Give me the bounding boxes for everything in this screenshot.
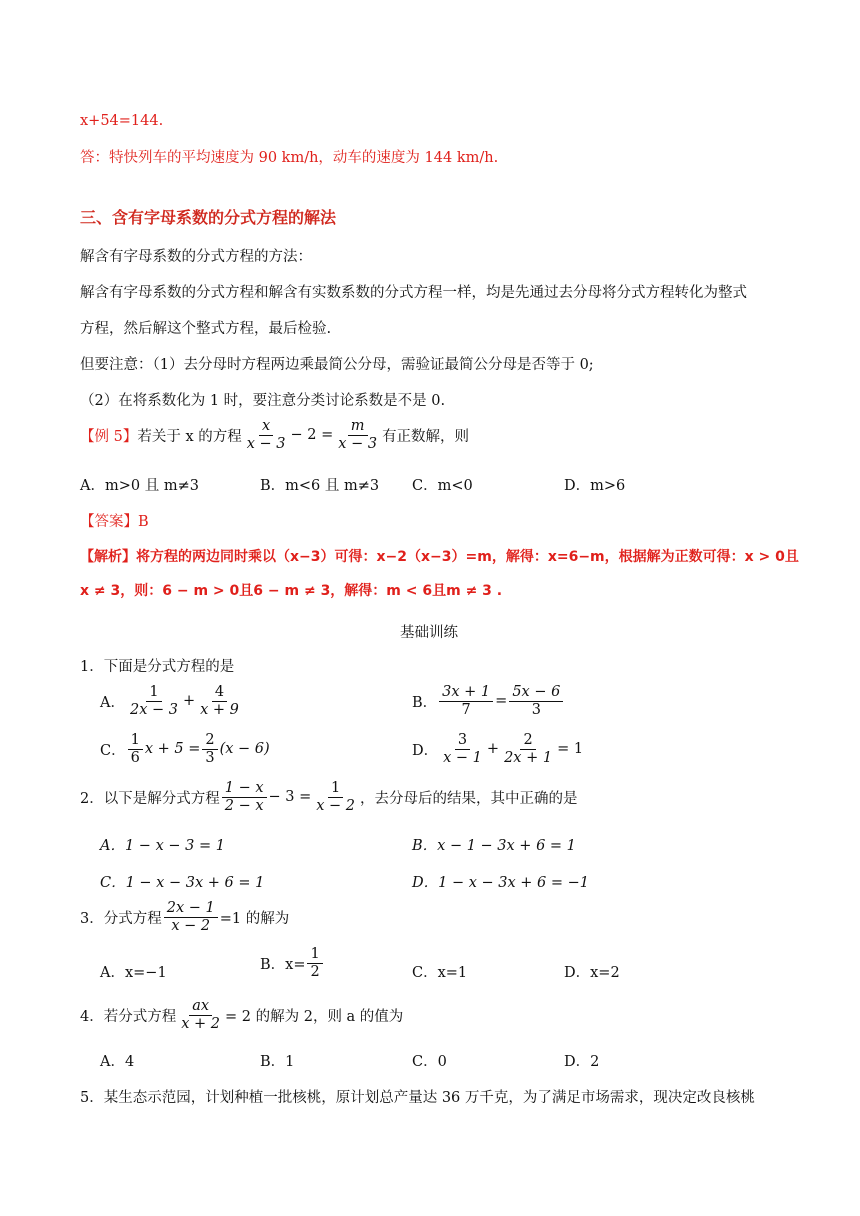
question-stem: 1．下面是分式方程的是 (80, 659, 235, 675)
paragraph: （2）在将系数化为 1 时，要注意分类讨论系数是不是 0. (80, 393, 446, 409)
solution-line: x+54=144. (80, 113, 164, 129)
option-d: D．x=2 (564, 965, 620, 981)
paragraph: 解含有字母系数的分式方程的方法： (80, 249, 312, 265)
option-b: B．1 (260, 1054, 295, 1070)
option-b: B．m<6 且 m≠3 (260, 478, 380, 494)
option-b: B．x= $\frac{1}{2}$ (260, 946, 325, 980)
training-title: 基础训练 (400, 625, 458, 641)
section-title: 三、含有字母系数的分式方程的解法 (80, 208, 337, 227)
question-stem: 3．分式方程 $\frac{2x - 1}{x - 2}$ =1 的解为 (80, 900, 290, 934)
paragraph: 但要注意：（1）去分母时方程两边乘最简公分母，需验证最简公分母是否等于 0; (80, 357, 594, 373)
solution-answer: 答：特快列车的平均速度为 90 km/h，动车的速度为 144 km/h. (80, 150, 499, 166)
question-stem: 2．以下是解分式方程 $\frac{1 - x}{2 - x}$ − 3 = $\frac{1}{x - 2}$ ，去分母后的结果，其中正确的是 (80, 780, 578, 814)
analysis-line: x ≠ 3，则：6 − m > 0且6 − m ≠ 3，解得：m < 6且m ≠ 3 . (80, 583, 503, 599)
option-c: C．1 − x − 3x + 6 = 1 (100, 875, 265, 891)
option-c: C．m<0 (412, 478, 473, 494)
analysis-line: 【解析】将方程的两边同时乘以（x−3）可得：x−2（x−3）=m，解得：x=6−m，根据解为正数可得：x > 0且 (80, 549, 799, 565)
option-a: A． $\frac{1}{2x - 3}$ + $\frac{4}{x + 9}$ (100, 684, 239, 718)
option-d: D．2 (564, 1054, 600, 1070)
example-stem: 【例 5】 若关于 x 的方程 $\frac{x}{x - 3}$ − 2 = $\frac{m}{x - 3}$ 有正数解，则 (80, 418, 470, 452)
fraction: $\frac{m}{x - 3}$ (338, 418, 378, 452)
option-d: D． $\frac{3}{x - 1}$ + $\frac{2}{2x + 1}$ = 1 (412, 732, 584, 766)
option-d: D．m>6 (564, 478, 626, 494)
question-stem: 5．某生态示范园，计划种植一批核桃，原计划总产量达 36 万千克，为了满足市场需求，现决定改良核桃 (80, 1090, 755, 1106)
option-d: D．1 − x − 3x + 6 = −1 (412, 875, 590, 891)
option-a: A．x=−1 (100, 965, 167, 981)
option-c: C．0 (412, 1054, 447, 1070)
example-tag: 【例 5】 (80, 428, 138, 445)
option-c: C． $\frac{1}{6}$ x + 5 = $\frac{2}{3}$ (x − 6) (100, 732, 270, 766)
option-a: A．4 (100, 1054, 135, 1070)
paragraph: 方程，然后解这个整式方程，最后检验. (80, 321, 332, 337)
question-stem: 4．若分式方程 $\frac{ax}{x + 2}$ = 2 的解为 2，则 a 的值为 (80, 998, 404, 1032)
fraction: $\frac{x}{x - 3}$ (246, 418, 286, 452)
option-c: C．x=1 (412, 965, 468, 981)
option-b: B．x − 1 − 3x + 6 = 1 (412, 838, 576, 854)
option-b: B． $\frac{3x + 1}{7}$ = $\frac{5x - 6}{3}$ (412, 684, 565, 718)
option-a: A．1 − x − 3 = 1 (100, 838, 225, 854)
answer: 【答案】B (80, 514, 149, 530)
option-a: A．m>0 且 m≠3 (80, 478, 199, 494)
paragraph: 解含有字母系数的分式方程和解含有实数系数的分式方程一样，均是先通过去分母将分式方程转化为整式 (80, 285, 747, 301)
